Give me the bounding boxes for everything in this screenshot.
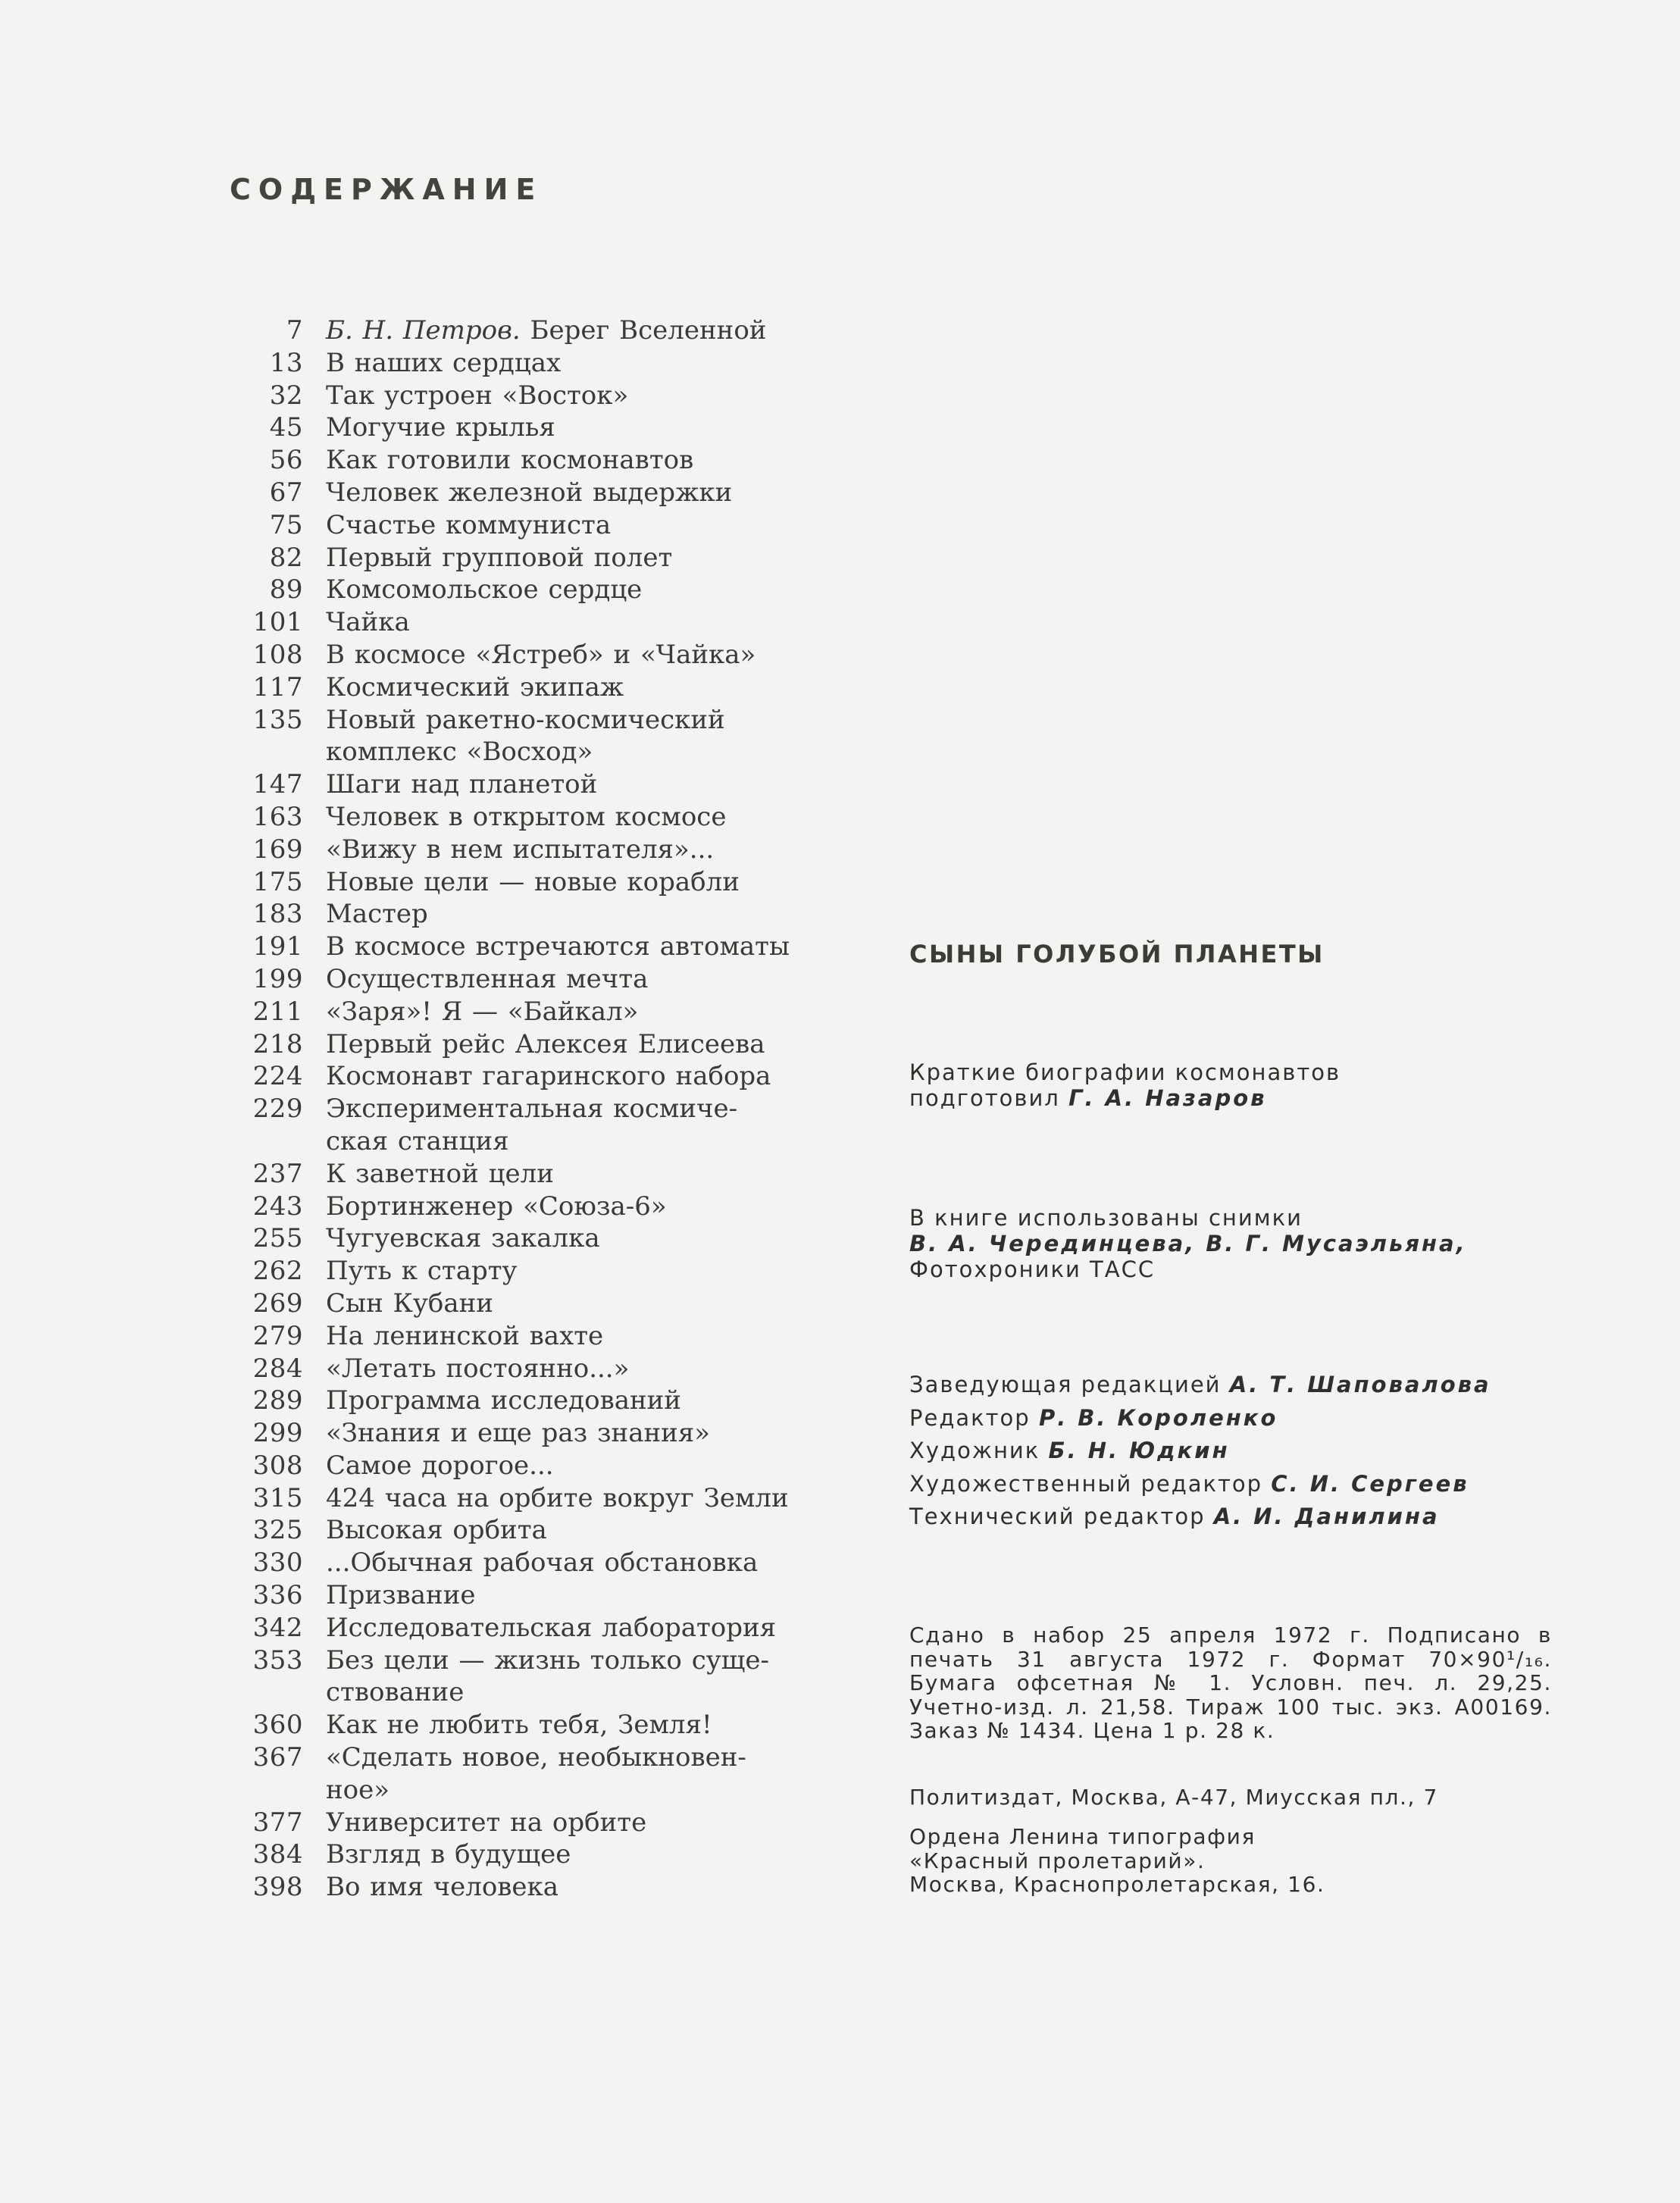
staff-line <box>909 1402 1547 1435</box>
toc-title-text: «Заря»! Я — «Байкал» <box>326 996 639 1027</box>
toc-entry <box>227 1547 856 1579</box>
toc-entry <box>227 574 856 606</box>
toc-entry <box>227 1807 856 1839</box>
toc-title-text: Человек железной выдержки <box>326 477 733 508</box>
toc-entry <box>227 704 856 737</box>
toc-page-number: 243 <box>252 1191 303 1222</box>
staff-line <box>909 1500 1547 1534</box>
toc-title-text: Первый групповой полет <box>326 542 673 573</box>
toc-entry-continuation <box>227 736 856 768</box>
toc-title-text: В наших сердцах <box>326 347 562 378</box>
toc-title <box>326 768 856 801</box>
toc-title <box>326 704 856 737</box>
toc-title-text: Шаги над планетой <box>326 769 598 800</box>
book-title: СЫНЫ ГОЛУБОЙ ПЛАНЕТЫ <box>909 940 1325 969</box>
bio-prefix: подготовил <box>909 1085 1069 1111</box>
staff-line <box>909 1369 1547 1402</box>
toc-page-number: 183 <box>252 899 303 930</box>
toc-page-number: 108 <box>252 639 303 670</box>
toc-title-text: Чайка <box>326 607 410 638</box>
toc-page-number: 360 <box>252 1710 303 1741</box>
toc-title <box>326 1288 856 1320</box>
toc-page-number: 308 <box>252 1450 303 1481</box>
toc-entry <box>227 1709 856 1741</box>
bio-line-2 <box>909 1085 1547 1111</box>
toc-entry <box>227 477 856 509</box>
toc-title <box>326 1450 856 1482</box>
printer-line-3: Москва, Краснопролетарская, 16. <box>909 1872 1325 1897</box>
toc-page-number: 353 <box>252 1644 303 1676</box>
toc-title-continuation: ное» <box>326 1774 390 1805</box>
toc-entry <box>227 671 856 704</box>
toc-page-number: 175 <box>252 866 303 897</box>
toc-page-number: 289 <box>252 1385 303 1416</box>
toc-page-number: 163 <box>252 801 303 832</box>
toc-title <box>326 963 856 996</box>
toc-title-text: К заветной цели <box>326 1158 554 1189</box>
toc-page-number: 169 <box>252 834 303 865</box>
toc-entry <box>227 380 856 412</box>
toc-title <box>326 1709 856 1741</box>
table-of-contents <box>227 314 856 1904</box>
toc-page-number: 147 <box>252 769 303 800</box>
imprint-details: Сдано в набор 25 апреля 1972 г. Подписано в печать 31 августа 1972 г. Формат 70×90¹/₁₆. Бумага офсетная № 1. Условн. печ. л. 29,25. Учетно-изд. л. 21,58. Тираж 100 тыс. экз. А00169. Заказ № 1434. Цена 1 р. 28 к. <box>909 1623 1552 1743</box>
toc-page-number: 398 <box>252 1872 303 1903</box>
toc-entry <box>227 606 856 639</box>
staff-name: С. И. Сергеев <box>1271 1470 1469 1497</box>
printer-info <box>909 1825 1547 1897</box>
toc-entry <box>227 1644 856 1677</box>
toc-title <box>326 380 856 412</box>
toc-page-number: 32 <box>269 380 303 411</box>
toc-page-number: 7 <box>286 315 303 346</box>
toc-title-text: «Знания и еще раз знания» <box>326 1418 711 1449</box>
toc-title <box>326 898 856 931</box>
toc-entry <box>227 1871 856 1904</box>
bio-line-1: Краткие биографии космонавтов <box>909 1059 1341 1085</box>
toc-title <box>326 444 856 477</box>
toc-title-text: Чугуевская закалка <box>326 1223 600 1254</box>
toc-entry <box>227 1579 856 1612</box>
toc-entry <box>227 996 856 1028</box>
photo-line-3: Фотохроники ТАСС <box>909 1256 1156 1282</box>
toc-title <box>326 1838 856 1871</box>
toc-entry <box>227 1417 856 1450</box>
toc-title <box>326 411 856 444</box>
toc-entry <box>227 509 856 542</box>
toc-entry <box>227 1093 856 1125</box>
toc-title-text: В космосе «Ястреб» и «Чайка» <box>326 639 756 670</box>
toc-entry <box>227 1255 856 1288</box>
toc-page-number: 135 <box>252 704 303 735</box>
toc-title <box>326 477 856 509</box>
toc-title-text: Бортинженер «Союза-6» <box>326 1191 667 1222</box>
toc-page-number: 330 <box>252 1547 303 1579</box>
staff-line <box>909 1435 1547 1468</box>
toc-title <box>326 347 856 380</box>
toc-title <box>326 671 856 704</box>
toc-title <box>326 1482 856 1515</box>
toc-entry <box>227 931 856 963</box>
toc-page-number: 325 <box>252 1515 303 1546</box>
toc-title <box>326 1255 856 1288</box>
toc-title-text: Космонавт гагаринского набора <box>326 1061 771 1092</box>
toc-title-text: Могучие крылья <box>326 412 555 443</box>
toc-entry <box>227 1060 856 1093</box>
toc-title-text: Университет на орбите <box>326 1807 647 1838</box>
toc-page-number: 82 <box>269 542 303 573</box>
printer-line-2: «Красный пролетарий». <box>909 1848 1206 1873</box>
toc-page-number: 299 <box>252 1418 303 1449</box>
toc-page-number: 262 <box>252 1256 303 1287</box>
toc-page-number: 377 <box>252 1807 303 1838</box>
toc-title-text: В космосе встречаются автоматы <box>326 931 790 962</box>
biographies-credit <box>909 1059 1547 1111</box>
toc-page-number: 284 <box>252 1353 303 1384</box>
toc-entry <box>227 963 856 996</box>
toc-title <box>326 866 856 899</box>
toc-title-continuation: ская станция <box>326 1125 509 1156</box>
toc-entry <box>227 1838 856 1871</box>
staff-role: Художник <box>909 1438 1049 1463</box>
toc-entry <box>227 1191 856 1223</box>
toc-title <box>326 1060 856 1093</box>
toc-title <box>326 1741 856 1774</box>
toc-page-number: 75 <box>269 509 303 540</box>
toc-title <box>326 1222 856 1255</box>
toc-entry-continuation <box>227 1676 856 1709</box>
toc-page-number: 315 <box>252 1482 303 1513</box>
toc-page-number: 67 <box>269 477 303 508</box>
compiler-name: Г. А. Назаров <box>1068 1085 1267 1111</box>
toc-title <box>326 1644 856 1677</box>
toc-page-number: 45 <box>269 412 303 443</box>
toc-title <box>326 996 856 1028</box>
editorial-staff <box>909 1369 1547 1534</box>
toc-title-text: «Летать постоянно...» <box>326 1353 630 1384</box>
photo-line-2: В. А. Черединцева, В. Г. Мусаэльяна, <box>909 1231 1467 1256</box>
photo-line-1: В книге использованы снимки <box>909 1205 1303 1231</box>
toc-page-number: 117 <box>252 671 303 703</box>
toc-title-text: Счастье коммуниста <box>326 509 612 540</box>
staff-role: Редактор <box>909 1404 1039 1431</box>
toc-page-number: 191 <box>252 931 303 962</box>
toc-title <box>326 1158 856 1191</box>
toc-title-text: Мастер <box>326 899 428 930</box>
toc-title-text: Новый ракетно-космический <box>326 704 725 735</box>
toc-page-number: 224 <box>252 1061 303 1092</box>
toc-title-text: На ленинской вахте <box>326 1320 604 1351</box>
toc-entry-continuation <box>227 1125 856 1158</box>
toc-title-text: Осуществленная мечта <box>326 963 649 994</box>
toc-title-text: Исследовательская лаборатория <box>326 1612 777 1643</box>
toc-title <box>326 834 856 866</box>
toc-page-number: 13 <box>269 347 303 378</box>
toc-title-text: Комсомольское сердце <box>326 574 643 606</box>
toc-title-text: Без цели — жизнь только суще- <box>326 1644 769 1676</box>
toc-page-number: 56 <box>269 445 303 476</box>
staff-role: Заведующая редакцией <box>909 1372 1230 1397</box>
toc-title-text: Человек в открытом космосе <box>326 801 727 832</box>
toc-entry <box>227 314 856 347</box>
toc-title-text: Так устроен «Восток» <box>326 380 629 411</box>
staff-line <box>909 1468 1547 1501</box>
toc-page-number: 269 <box>252 1288 303 1319</box>
toc-entry <box>227 898 856 931</box>
toc-title-text: Высокая орбита <box>326 1515 547 1546</box>
toc-entry <box>227 1450 856 1482</box>
toc-title <box>326 606 856 639</box>
toc-title-text: Самое дорогое... <box>326 1450 554 1481</box>
toc-title <box>326 1320 856 1353</box>
toc-entry <box>227 444 856 477</box>
toc-entry <box>227 1353 856 1385</box>
toc-title <box>326 1353 856 1385</box>
toc-page-number: 384 <box>252 1839 303 1870</box>
toc-page-number: 218 <box>252 1028 303 1059</box>
toc-title <box>326 1579 856 1612</box>
toc-title <box>326 542 856 574</box>
toc-author: Б. Н. Петров. <box>326 315 521 346</box>
toc-title-continuation: ствование <box>326 1677 465 1708</box>
staff-name: Р. В. Короленко <box>1038 1404 1278 1431</box>
toc-title <box>326 639 856 671</box>
toc-title-text: «Сделать новое, необыкновен- <box>326 1742 746 1773</box>
staff-role: Художественный редактор <box>909 1470 1272 1497</box>
toc-title-text: Призвание <box>326 1580 476 1611</box>
toc-entry <box>227 1288 856 1320</box>
toc-page-number: 89 <box>269 574 303 606</box>
toc-title <box>326 1871 856 1904</box>
toc-page-number: 199 <box>252 963 303 994</box>
toc-title-text: Программа исследований <box>326 1385 681 1416</box>
toc-entry <box>227 639 856 671</box>
toc-title <box>326 1417 856 1450</box>
toc-entry <box>227 834 856 866</box>
staff-name: Б. Н. Юдкин <box>1048 1438 1230 1463</box>
toc-entry <box>227 1482 856 1515</box>
toc-title-text: Как не любить тебя, Земля! <box>326 1710 712 1741</box>
toc-title <box>326 509 856 542</box>
toc-title-continuation: комплекс «Восход» <box>326 737 593 768</box>
toc-entry <box>227 411 856 444</box>
toc-page-number: 279 <box>252 1320 303 1351</box>
toc-title <box>326 574 856 606</box>
toc-title <box>326 314 856 347</box>
toc-page-number: 255 <box>252 1223 303 1254</box>
toc-entry <box>227 1158 856 1191</box>
toc-title-text: ...Обычная рабочая обстановка <box>326 1547 759 1579</box>
toc-entry <box>227 801 856 834</box>
toc-entry <box>227 542 856 574</box>
toc-title-text: 424 часа на орбите вокруг Земли <box>326 1482 789 1513</box>
staff-role: Технический редактор <box>909 1504 1214 1529</box>
toc-page-number: 101 <box>252 607 303 638</box>
toc-entry <box>227 1741 856 1774</box>
toc-title-text: Взгляд в будущее <box>326 1839 571 1870</box>
toc-title-text: «Вижу в нем испытателя»... <box>326 834 715 865</box>
toc-title-text: Путь к старту <box>326 1256 518 1287</box>
toc-title-text: Космический экипаж <box>326 671 624 703</box>
toc-entry <box>227 1028 856 1061</box>
toc-title-text: Первый рейс Алексея Елисеева <box>326 1028 765 1059</box>
toc-title <box>326 1514 856 1547</box>
toc-page-number: 342 <box>252 1612 303 1643</box>
toc-title <box>326 1547 856 1579</box>
toc-title <box>326 931 856 963</box>
toc-title <box>326 1028 856 1061</box>
toc-title <box>326 1191 856 1223</box>
toc-title-text: Новые цели — новые корабли <box>326 866 740 897</box>
toc-page-number: 237 <box>252 1158 303 1189</box>
publisher-address: Политиздат, Москва, А-47, Миусская пл., 7 <box>909 1785 1438 1810</box>
toc-page-number: 229 <box>252 1094 303 1125</box>
toc-title-text: Сын Кубани <box>326 1288 493 1319</box>
toc-title-text: Как готовили космонавтов <box>326 445 694 476</box>
staff-name: А. И. Данилина <box>1213 1504 1440 1529</box>
toc-title <box>326 801 856 834</box>
page-title: СОДЕРЖАНИЕ <box>230 173 543 206</box>
toc-page-number: 367 <box>252 1742 303 1773</box>
toc-title-text: Во имя человека <box>326 1872 559 1903</box>
toc-title <box>326 1385 856 1417</box>
toc-title <box>326 1807 856 1839</box>
toc-title-text: Экспериментальная космиче- <box>326 1094 738 1125</box>
toc-entry <box>227 866 856 899</box>
toc-entry <box>227 1514 856 1547</box>
toc-entry <box>227 1385 856 1417</box>
toc-page-number: 211 <box>252 996 303 1027</box>
toc-entry <box>227 1320 856 1353</box>
toc-title <box>326 1093 856 1125</box>
toc-entry <box>227 1612 856 1644</box>
staff-name: А. Т. Шаповалова <box>1229 1372 1491 1397</box>
toc-page-number: 336 <box>252 1580 303 1611</box>
toc-entry <box>227 347 856 380</box>
printer-line-1: Ордена Ленина типография <box>909 1824 1256 1849</box>
photo-credits <box>909 1205 1547 1282</box>
toc-entry-continuation <box>227 1774 856 1807</box>
toc-title <box>326 1612 856 1644</box>
toc-entry <box>227 1222 856 1255</box>
toc-title-text: Берег Вселенной <box>520 315 767 346</box>
toc-entry <box>227 768 856 801</box>
